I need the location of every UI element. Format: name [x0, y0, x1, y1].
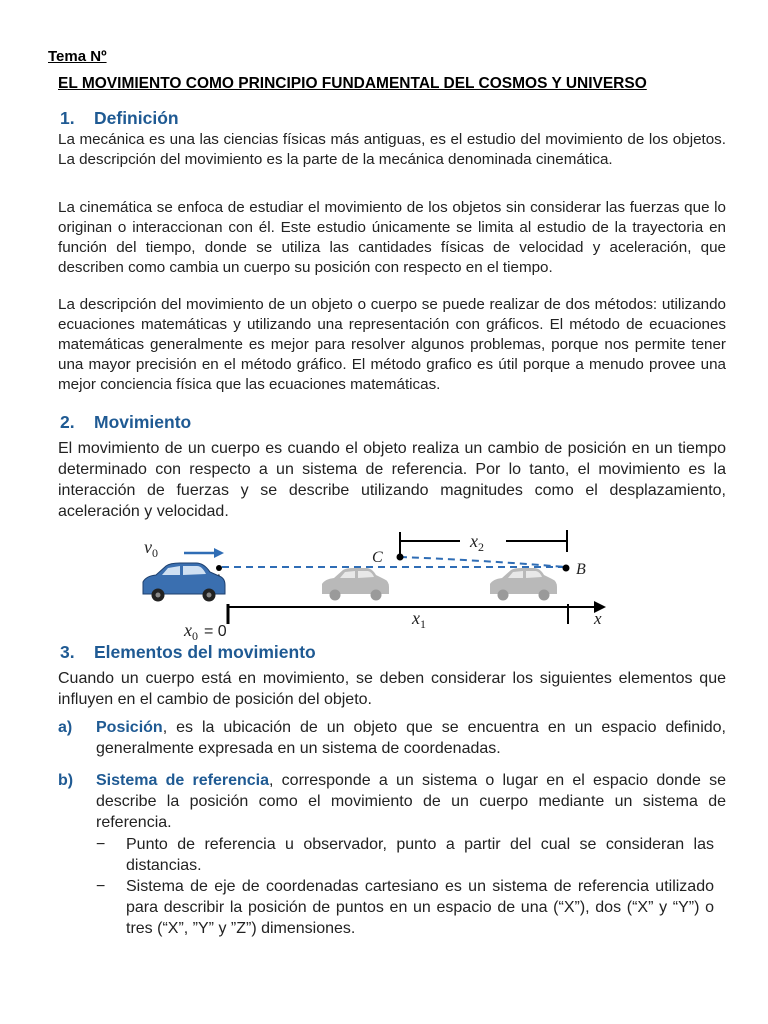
ghost-car-middle-icon [322, 568, 389, 601]
item-a-label: a) [58, 719, 73, 736]
point-a [216, 565, 222, 571]
section-2-paragraph-1: El movimiento de un cuerpo es cuando el objeto realiza un cambio de posición en un tiempo determinado con respecto a un sistema de referencia. Por lo tanto, el movimiento es la interacción de fuerzas y se describe utilizando magnitudes como el desplazamiento, aceleración y velocidad. [58, 440, 726, 520]
item-b-keyword: Sistema de referencia [96, 772, 269, 789]
point-b [563, 565, 570, 572]
blue-car-icon [143, 563, 225, 602]
point-c-label: C [372, 549, 383, 566]
section-1-paragraph-3: La descripción del movimiento de un objeto o cuerpo se puede realizar de dos métodos: utilizando ecuaciones matemáticas y utilizando una representación con gráficos. El método de ecuaciones matemáticas generalmente es mejor para resolver algunos problemas, porque nos permite tener una mayor precisión en el método gráfico. El método grafico es útil porque a menudo provee una mejor conciencia física que las ecuaciones matemáticas. [58, 296, 726, 393]
x-axis-label: x [594, 609, 602, 628]
item-b-text: , corresponde a un sistema o lugar en el espacio donde se describe la posición como el movimiento de un cuerpo mediante un sistema de referencia. [96, 772, 727, 831]
x1-label: $x_1$ [412, 608, 426, 631]
item-a [58, 717, 726, 759]
tema-label: Tema Nº [48, 48, 107, 65]
item-a-text: , es la ubicación de un objeto que se encuentra en un espacio definido, generalmente expresada en un sistema de coordenadas. [96, 719, 726, 757]
x0-label: $x_0 = 0$ [184, 620, 227, 643]
x2-label: $x_2$ [470, 531, 484, 554]
document-title: EL MOVIMIENTO COMO PRINCIPIO FUNDAMENTAL DEL COSMOS Y UNIVERSO [58, 75, 647, 92]
section-1-number: 1. [60, 108, 75, 128]
section-3-heading [60, 642, 316, 663]
subitem-1-dash: − [96, 836, 106, 853]
item-b-label: b) [58, 772, 74, 789]
item-a-keyword: Posición [96, 719, 163, 736]
subitem-2-text: Sistema de eje de coordenadas cartesiano es un sistema de referencia utilizado para describir la posición de puntos en un espacio de una (“X”), dos (“X” y “Y”) o tres (“X”, ”Y” y ”Z”) dimensiones. [126, 878, 714, 937]
v0-label: $v_0$ [144, 537, 158, 560]
velocity-arrowhead [214, 548, 224, 558]
section-2-title: Movimiento [94, 412, 192, 432]
section-3-paragraph-1: Cuando un cuerpo está en movimiento, se deben considerar los siguientes elementos que influyen en el cambio de posición del objeto. [58, 670, 726, 708]
section-2-number: 2. [60, 412, 75, 432]
section-1-title: Definición [94, 108, 179, 128]
subitem-2 [96, 876, 714, 939]
subitem-1-text: Punto de referencia u observador, punto a partir del cual se consideran las distancias. [126, 836, 714, 874]
point-b-label: B [576, 561, 586, 578]
subitem-2-dash: − [96, 878, 106, 895]
item-b [58, 770, 726, 833]
section-1-paragraph-1: La mecánica es una las ciencias físicas más antiguas, es el estudio del movimiento de los objetos. La descripción del movimiento es la parte de la mecánica denominada cinemática. [58, 131, 726, 168]
section-1-paragraph-2: La cinemática se enfoca de estudiar el movimiento de los objetos sin considerar las fuerzas que lo originan o interaccionan con él. Este estudio únicamente se limita al estudio de la trayectoria en función del tiempo, donde se utiliza las cantidades físicas de velocidad y aceleración, que describen como cambia un cuerpo su posición con respecto en el tiempo. [58, 199, 726, 276]
ghost-car-right-icon [490, 568, 557, 601]
subitem-1 [96, 834, 714, 876]
section-3-number: 3. [60, 642, 75, 662]
section-3-title: Elementos del movimiento [94, 642, 316, 662]
trajectory-c-to-b [400, 557, 565, 567]
